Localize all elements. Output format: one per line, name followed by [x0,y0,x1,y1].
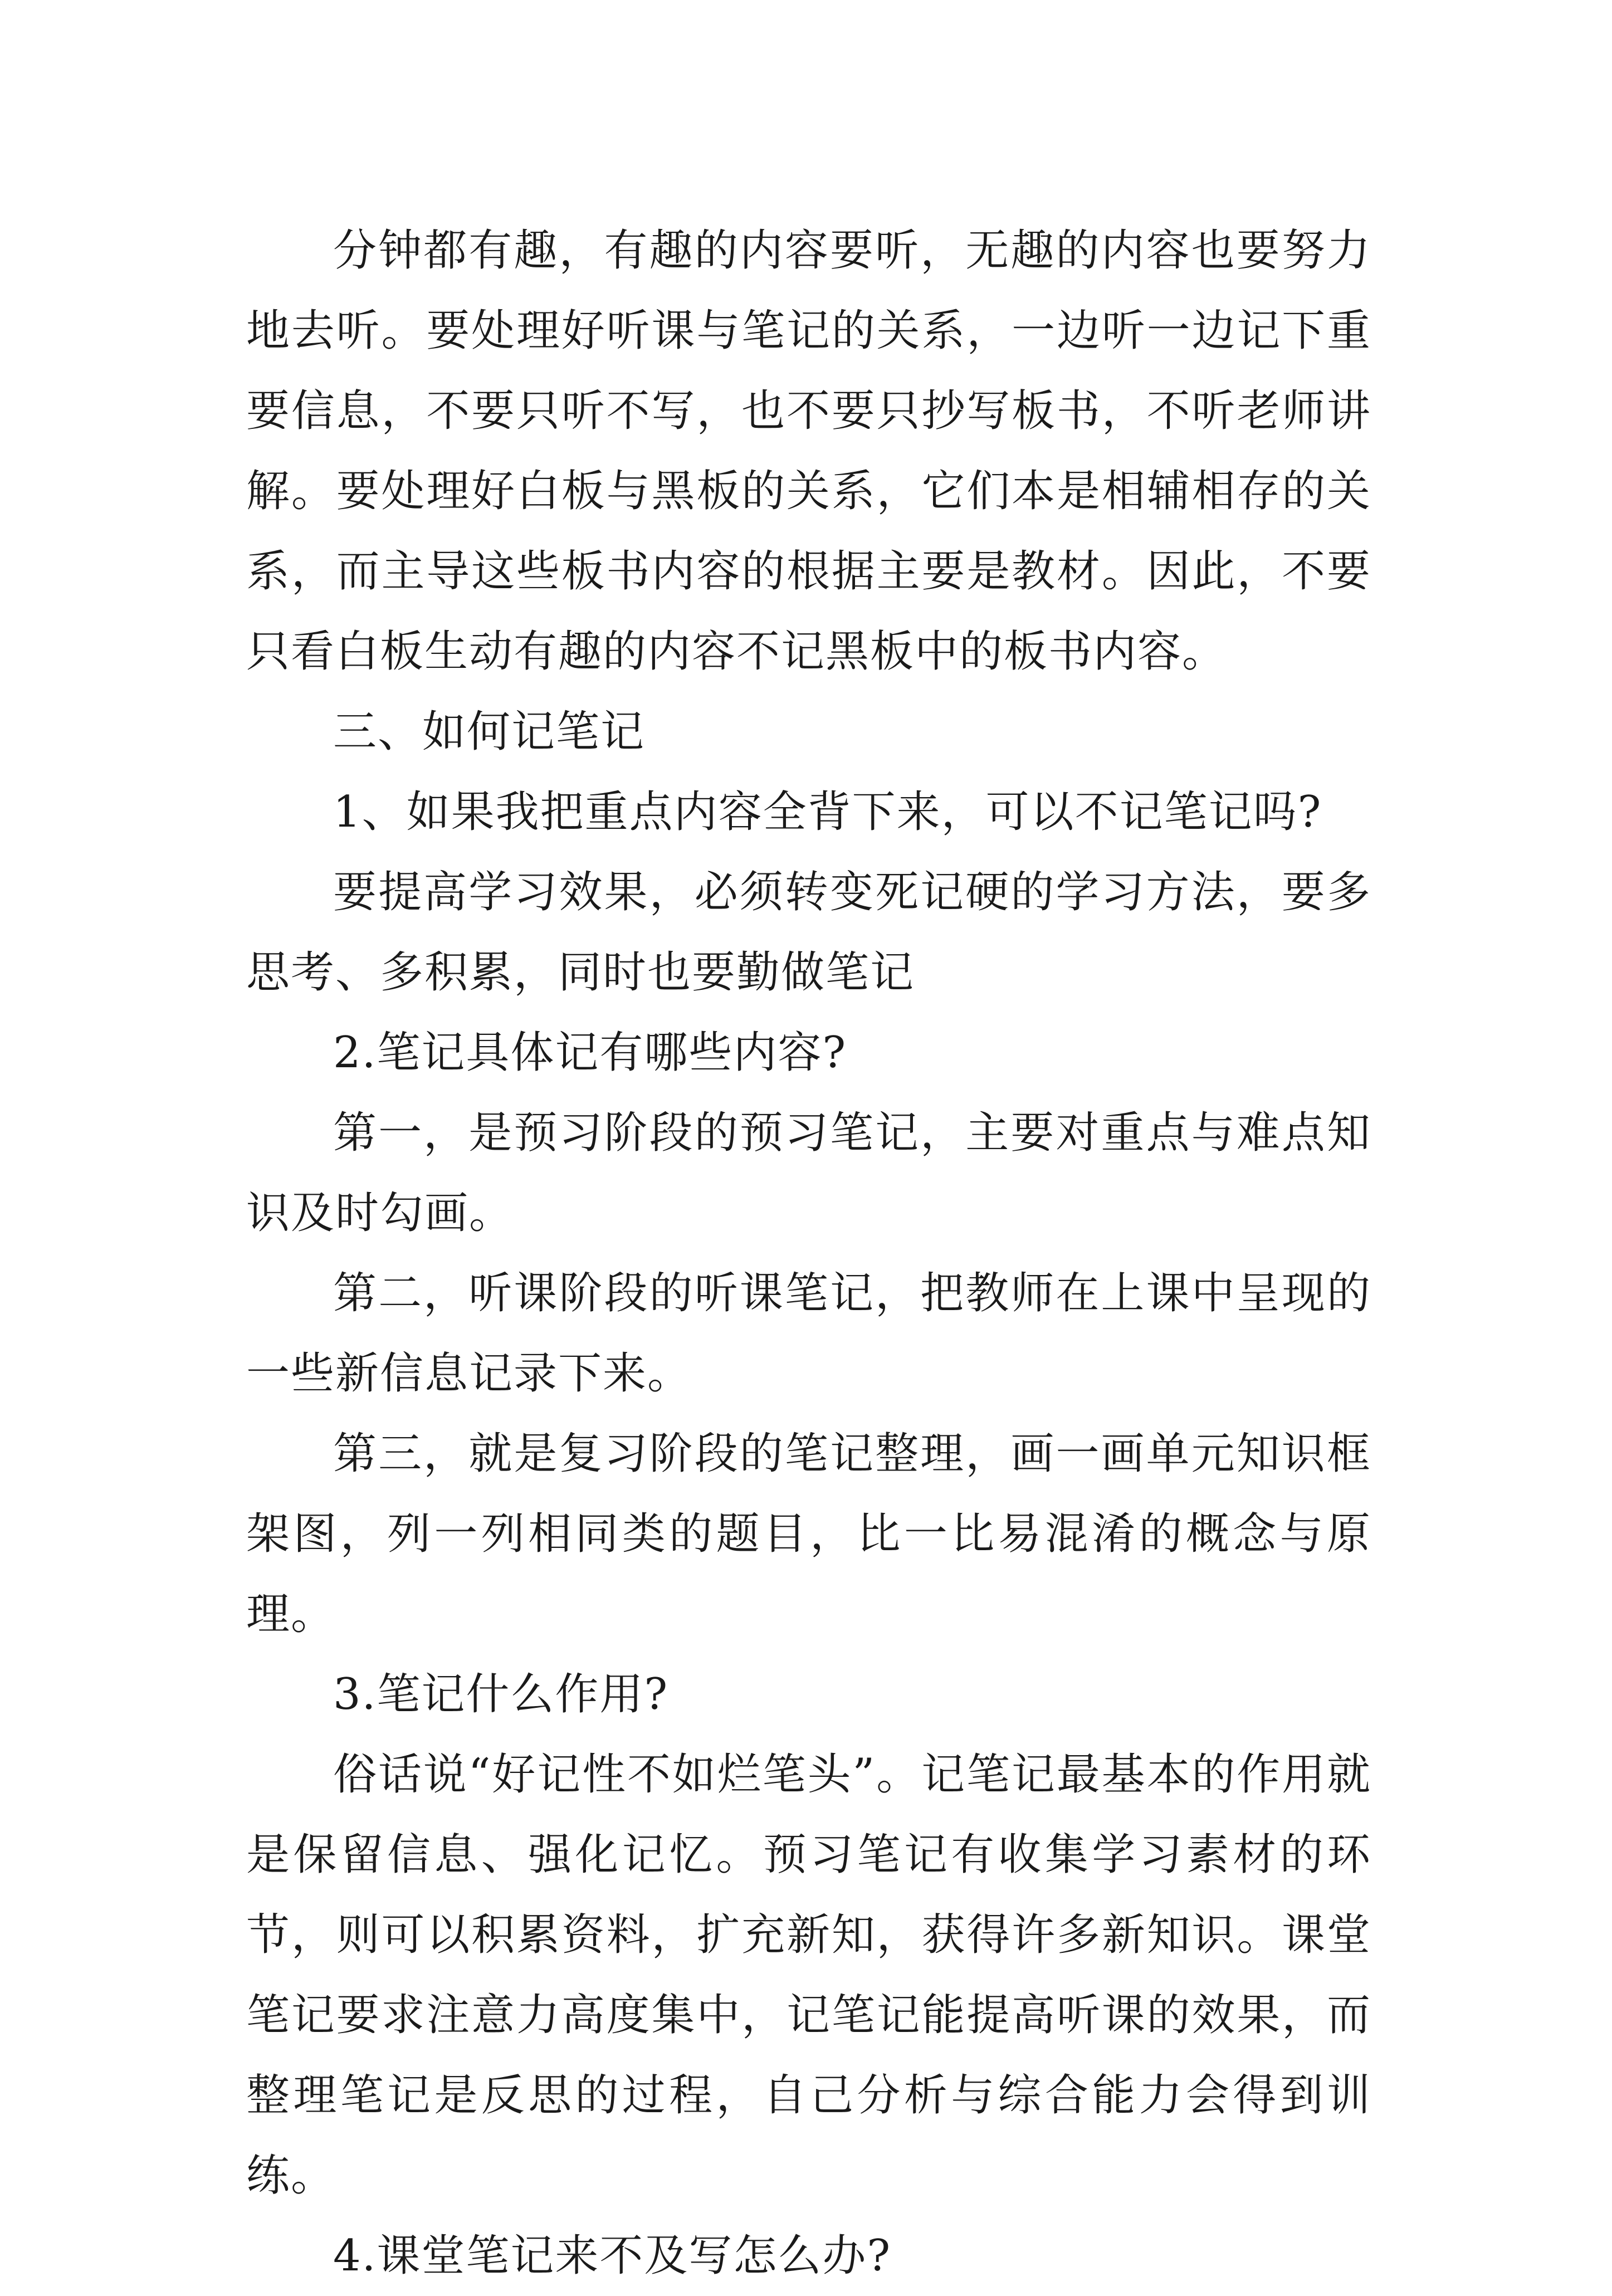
question-2: 2.笔记具体记有哪些内容? [333,1028,847,1078]
answer-2-first: 第一，是预习阶段的预习笔记，主要对重点与难点知识及时勾画。 [246,1108,1371,1238]
paragraph-listening: 分钟都有趣，有趣的内容要听，无趣的内容也要努力地去听。要处理好听课与笔记的关系，一边听一边记下重要信息，不要只听不写，也不要只抄写板书，不听老师讲解。要处理好白板与黑板的关系，它们本是相辅相存的关系，而主导这些板书内容的根据主要是教材。因此，不要只看白板生动有趣的内容不记黑板中的板书内容。 [246,226,1371,677]
answer-3: 俗话说“好记性不如烂笔头”。记笔记最基本的作用就是保留信息、强化记忆。预习笔记有收集学习素材的环节，则可以积累资料，扩充新知，获得许多新知识。课堂笔记要求注意力高度集中，记笔记能提高听课的效果，而整理笔记是反思的过程，自己分析与综合能力会得到训练。 [246,1750,1371,2201]
answer-2-third: 第三，就是复习阶段的笔记整理，画一画单元知识框架图，列一列相同类的题目，比一比易混淆的概念与原理。 [246,1429,1371,1639]
answer-2-second: 第二，听课阶段的听课笔记，把教师在上课中呈现的一些新信息记录下来。 [246,1268,1371,1399]
section-heading-note-taking: 三、如何记笔记 [333,707,646,757]
question-1: 1、如果我把重点内容全背下来，可以不记笔记吗? [333,787,1322,837]
answer-1: 要提高学习效果，必须转变死记硬的学习方法，要多思考、多积累，同时也要勤做笔记 [246,867,1371,998]
question-4: 4.课堂笔记来不及写怎么办? [333,2231,892,2281]
document-body [246,211,1371,2296]
question-3: 3.笔记什么作用? [333,1669,669,1719]
